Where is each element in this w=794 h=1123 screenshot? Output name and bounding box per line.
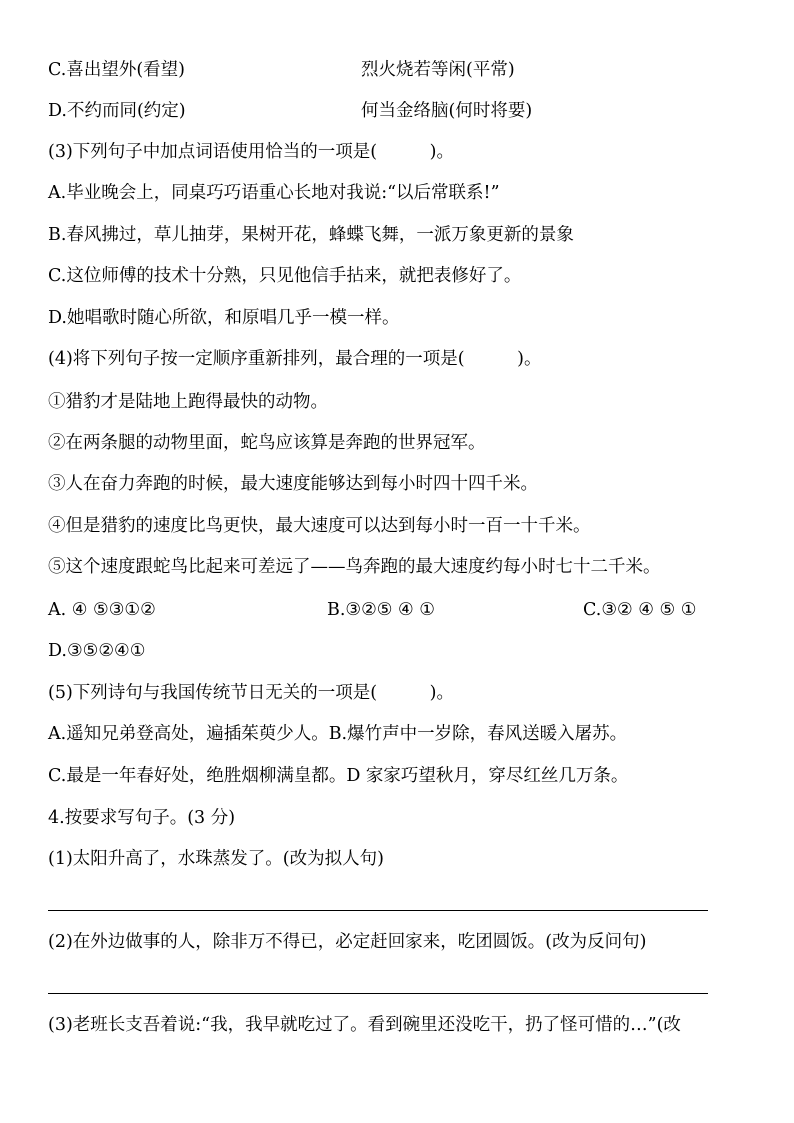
q2-option-row-d — [48, 99, 533, 123]
answer-line-2[interactable] — [48, 993, 708, 994]
q2-option-d-right: 何当金络脑(何时将要) — [361, 101, 533, 121]
q3-option-b: B.春风拂过，草儿抽芽，果树开花，蜂蝶飞舞，一派万象更新的景象 — [48, 225, 574, 245]
q4-sentence-1: ①猎豹才是陆地上跑得最快的动物。 — [48, 392, 328, 412]
section4-item-2: (2)在外边做事的人，除非万不得已，必定赶回家来，吃团圆饭。(改为反问句) — [48, 932, 647, 952]
q3-option-a: A.毕业晚会上，同桌巧巧语重心长地对我说:“以后常联系!” — [48, 183, 500, 203]
section4-item-3: (3)老班长支吾着说:“我，我早就吃过了。看到碗里还没吃干，扔了怪可惜的…”(改 — [48, 1015, 681, 1035]
answer-line-1[interactable] — [48, 910, 708, 911]
q4-options-row — [48, 598, 697, 622]
q4-option-c: C.③② ④ ⑤ ① — [583, 600, 697, 620]
section4-heading: 4.按要求写句子。(3 分) — [48, 808, 236, 828]
q4-option-b: B.③②⑤ ④ ① — [327, 600, 435, 620]
q5-options-cd: C.最是一年春好处，绝胜烟柳满皇都。D 家家巧望秋月，穿尽红丝几万条。 — [48, 766, 629, 786]
q5-stem: (5)下列诗句与我国传统节日无关的一项是( )。 — [48, 683, 454, 703]
q4-option-d: D.③⑤②④① — [48, 641, 146, 661]
q3-stem: (3)下列句子中加点词语使用恰当的一项是( )。 — [48, 142, 454, 162]
q3-option-d: D.她唱歌时随心所欲，和原唱几乎一模一样。 — [48, 308, 400, 328]
q4-sentence-4: ④但是猎豹的速度比鸟更快，最大速度可以达到每小时一百一十千米。 — [48, 516, 591, 536]
q2-option-d-left: D.不约而同(约定) — [48, 101, 186, 121]
q2-option-row-c — [48, 58, 515, 82]
q3-option-c: C.这位师傅的技术十分熟，只见他信手拈来，就把表修好了。 — [48, 266, 522, 286]
q4-option-a: A. ④ ⑤③①② — [48, 600, 156, 620]
q5-options-ab: A.遥知兄弟登高处，遍插茱萸少人。B.爆竹声中一岁除，春风送暖入屠苏。 — [48, 724, 628, 744]
q2-option-c-left: C.喜出望外(看望) — [48, 60, 185, 80]
q4-stem: (4)将下列句子按一定顺序重新排列，最合理的一项是( )。 — [48, 349, 542, 369]
section4-item-1: (1)太阳升高了，水珠蒸发了。(改为拟人句) — [48, 849, 384, 869]
q4-sentence-2: ②在两条腿的动物里面，蛇鸟应该算是奔跑的世界冠军。 — [48, 433, 486, 453]
q2-option-c-right: 烈火烧若等闲(平常) — [361, 60, 515, 80]
q4-sentence-3: ③人在奋力奔跑的时候，最大速度能够达到每小时四十四千米。 — [48, 474, 538, 494]
q4-sentence-5: ⑤这个速度跟蛇鸟比起来可差远了——鸟奔跑的最大速度约每小时七十二千米。 — [48, 557, 661, 577]
